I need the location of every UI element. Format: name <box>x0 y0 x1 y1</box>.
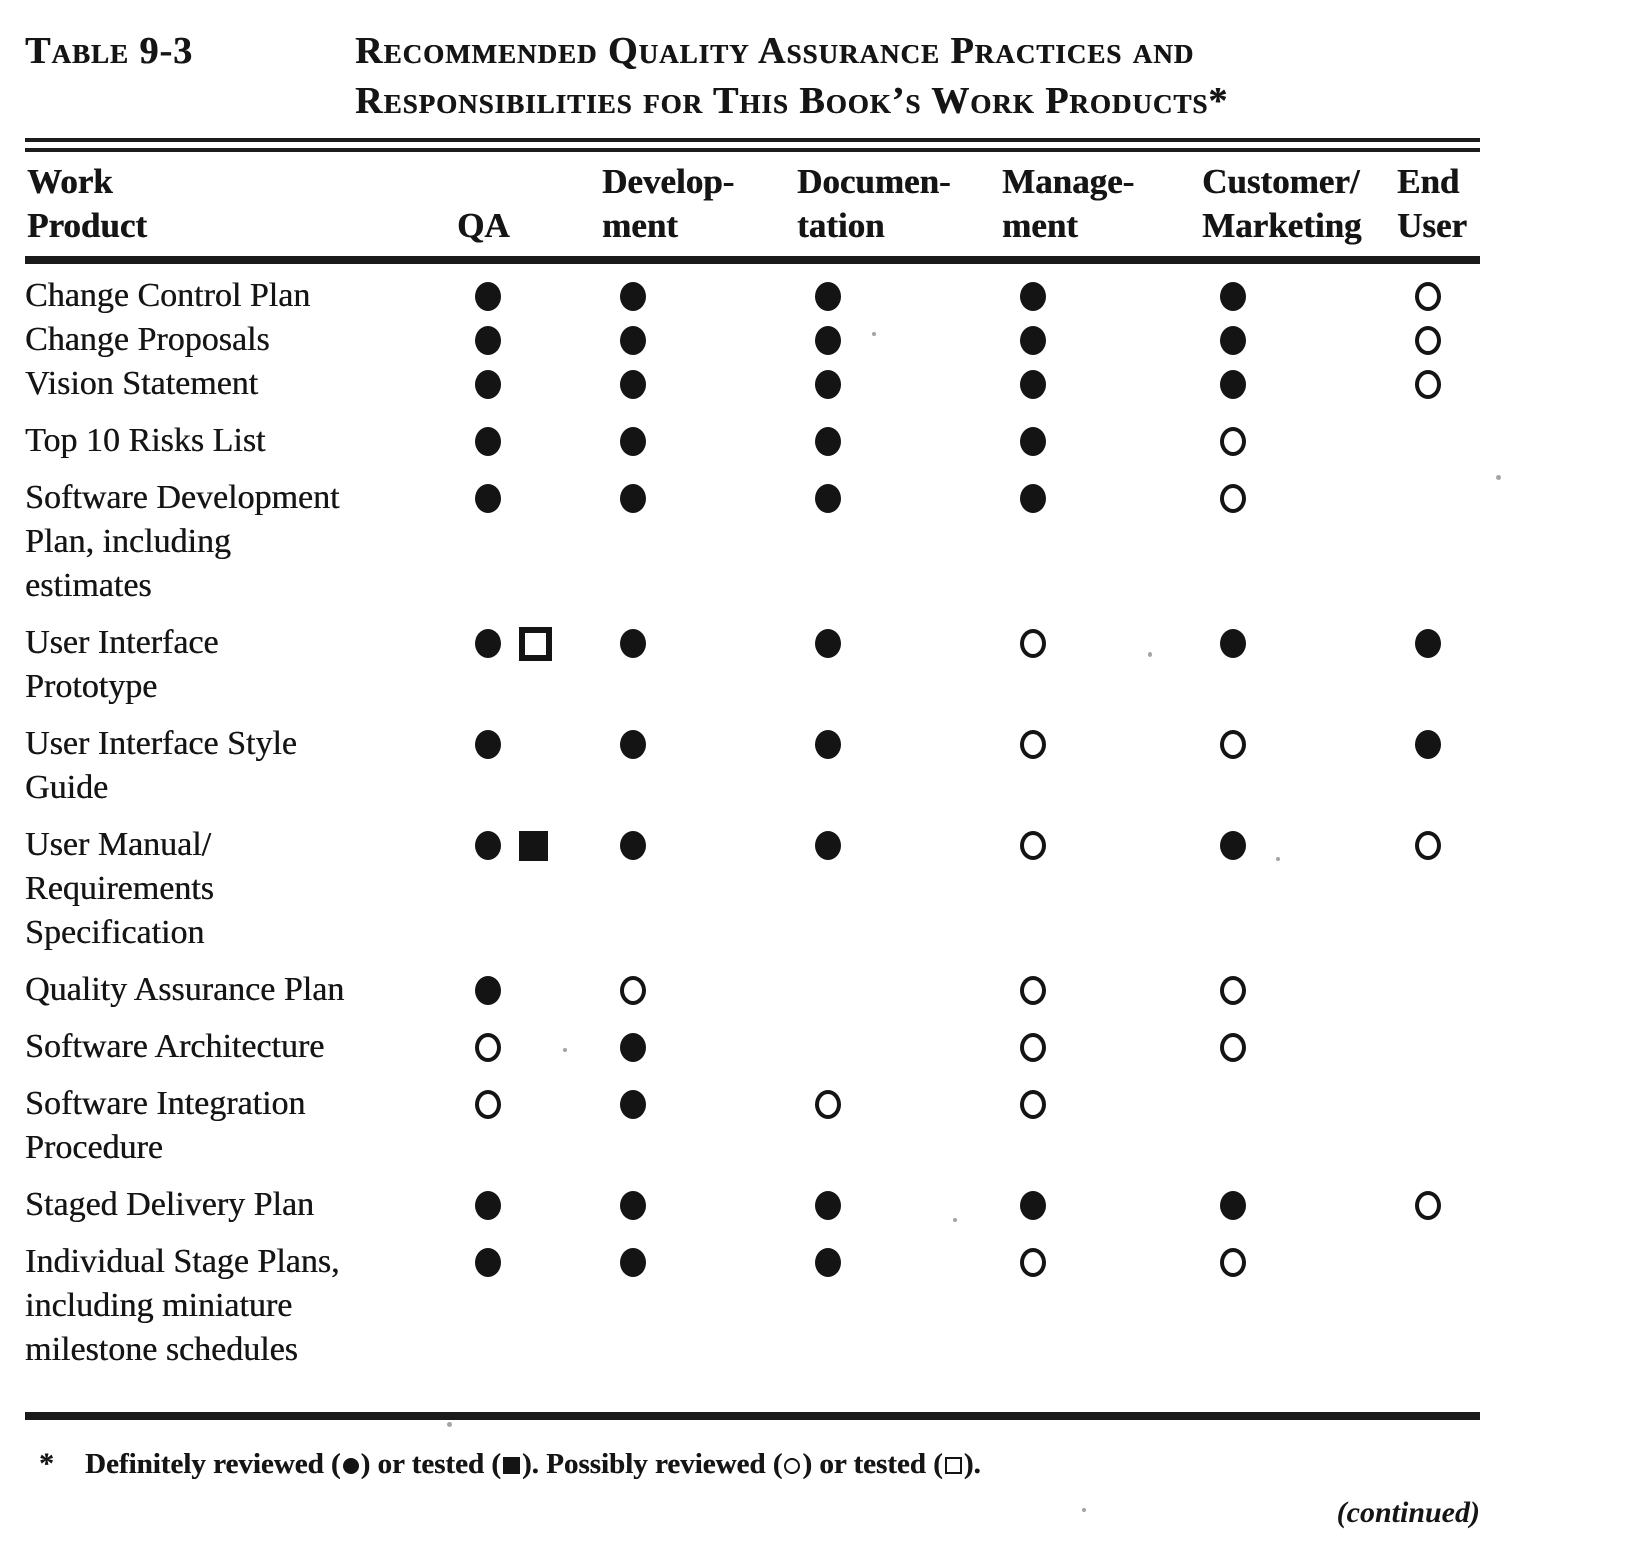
column-header-line: End <box>1397 162 1460 201</box>
table-caption <box>25 26 1480 126</box>
column-header-development <box>600 160 795 248</box>
column-header-end-user <box>1395 160 1480 248</box>
cell-qa <box>455 1082 600 1170</box>
possibly-reviewed-icon <box>1020 629 1046 658</box>
table-row <box>25 1183 1480 1227</box>
table-row <box>25 274 1480 318</box>
work-product-line: Requirements <box>25 870 214 907</box>
scan-speckle <box>1276 857 1280 861</box>
cell-end-user <box>1395 823 1480 955</box>
work-product-name <box>25 419 455 463</box>
possibly-reviewed-legend-icon <box>784 1458 800 1474</box>
column-header-line: Customer/ <box>1202 162 1360 201</box>
bottom-rule <box>25 1412 1480 1420</box>
footnote-text: Definitely reviewed ( ) or tested ( ). Possibly reviewed ( ) or tested ( ). <box>85 1448 981 1480</box>
cell-qa <box>455 1025 600 1069</box>
table-row <box>25 968 1480 1012</box>
scan-speckle <box>563 1048 567 1052</box>
cell-end-user <box>1395 318 1480 362</box>
definitely-reviewed-icon <box>620 282 646 311</box>
column-header-work-product <box>25 160 455 248</box>
definitely-reviewed-icon <box>1220 1191 1246 1220</box>
cell-management <box>1000 476 1200 608</box>
definitely-reviewed-icon <box>815 282 841 311</box>
cell-documentation <box>795 1240 1000 1372</box>
cell-end-user <box>1395 362 1480 406</box>
cell-documentation <box>795 362 1000 406</box>
work-product-line: User Interface Style <box>25 725 297 762</box>
column-header-line: ment <box>1002 206 1078 245</box>
possibly-reviewed-icon <box>1220 730 1246 759</box>
work-product-name <box>25 823 455 955</box>
cell-documentation <box>795 476 1000 608</box>
work-product-line: Procedure <box>25 1129 163 1166</box>
possibly-reviewed-icon <box>1220 484 1246 513</box>
work-product-line: Prototype <box>25 668 158 705</box>
work-product-name <box>25 362 455 406</box>
column-header-line: Product <box>27 206 147 245</box>
table-row <box>25 621 1480 709</box>
work-product-line: including miniature <box>25 1287 293 1324</box>
cell-documentation <box>795 1025 1000 1069</box>
header-row <box>25 152 1480 256</box>
possibly-reviewed-icon <box>475 1090 501 1119</box>
cell-customer-marketing <box>1200 318 1395 362</box>
work-product-name <box>25 621 455 709</box>
possibly-reviewed-icon <box>1220 1248 1246 1277</box>
cell-qa <box>455 1183 600 1227</box>
cell-end-user <box>1395 968 1480 1012</box>
cell-documentation <box>795 1082 1000 1170</box>
column-header-documentation <box>795 160 1000 248</box>
cell-customer-marketing <box>1200 362 1395 406</box>
definitely-reviewed-icon <box>620 326 646 355</box>
possibly-reviewed-icon <box>620 976 646 1005</box>
cell-management <box>1000 362 1200 406</box>
definitely-reviewed-icon <box>620 370 646 399</box>
definitely-reviewed-icon <box>475 730 501 759</box>
definitely-reviewed-icon <box>475 282 501 311</box>
work-product-line: Staged Delivery Plan <box>25 1186 314 1223</box>
cell-documentation <box>795 1183 1000 1227</box>
table-row <box>25 1240 1480 1372</box>
cell-end-user <box>1395 274 1480 318</box>
cell-development <box>600 722 795 810</box>
work-product-line: Guide <box>25 769 109 806</box>
work-product-line: Change Control Plan <box>25 277 311 314</box>
definitely-reviewed-icon <box>1220 282 1246 311</box>
work-product-line: Software Architecture <box>25 1028 325 1065</box>
cell-management <box>1000 274 1200 318</box>
possibly-reviewed-icon <box>1220 976 1246 1005</box>
column-header-customer-marketing <box>1200 160 1395 248</box>
work-product-line: User Manual/ <box>25 826 212 863</box>
possibly-reviewed-icon <box>1020 730 1046 759</box>
table-row <box>25 476 1480 608</box>
cell-management <box>1000 1183 1200 1227</box>
work-product-line: Specification <box>25 914 205 951</box>
definitely-reviewed-icon <box>815 427 841 456</box>
cell-end-user <box>1395 419 1480 463</box>
work-product-line: Software Development <box>25 479 340 516</box>
cell-management <box>1000 823 1200 955</box>
definitely-reviewed-icon <box>1220 326 1246 355</box>
cell-qa <box>455 722 600 810</box>
definitely-reviewed-icon <box>620 1090 646 1119</box>
definitely-reviewed-icon <box>1020 1191 1046 1220</box>
cell-customer-marketing <box>1200 1082 1395 1170</box>
definitely-reviewed-icon <box>1020 282 1046 311</box>
cell-customer-marketing <box>1200 274 1395 318</box>
column-header-management <box>1000 160 1200 248</box>
cell-customer-marketing <box>1200 722 1395 810</box>
definitely-reviewed-icon <box>815 730 841 759</box>
table-row <box>25 419 1480 463</box>
definitely-reviewed-icon <box>475 976 501 1005</box>
cell-management <box>1000 621 1200 709</box>
cell-end-user <box>1395 476 1480 608</box>
column-header-line: QA <box>457 206 510 245</box>
cell-management <box>1000 419 1200 463</box>
definitely-reviewed-icon <box>815 1191 841 1220</box>
possibly-reviewed-icon <box>815 1090 841 1119</box>
cell-development <box>600 1240 795 1372</box>
definitely-reviewed-icon <box>620 730 646 759</box>
work-product-line: Plan, including <box>25 523 231 560</box>
possibly-reviewed-icon <box>1020 976 1046 1005</box>
possibly-reviewed-icon <box>1020 831 1046 860</box>
work-product-name <box>25 1183 455 1227</box>
work-product-name <box>25 1240 455 1372</box>
cell-qa <box>455 318 600 362</box>
cell-customer-marketing <box>1200 1183 1395 1227</box>
cell-qa <box>455 968 600 1012</box>
cell-documentation <box>795 419 1000 463</box>
cell-development <box>600 1025 795 1069</box>
table-row <box>25 722 1480 810</box>
cell-end-user <box>1395 1025 1480 1069</box>
column-header-line: Documen- <box>797 162 951 201</box>
cell-development <box>600 1082 795 1170</box>
table-body <box>25 264 1480 1372</box>
definitely-reviewed-icon <box>1020 326 1046 355</box>
cell-end-user <box>1395 621 1480 709</box>
table-title <box>355 26 1480 126</box>
definitely-reviewed-icon <box>475 1191 501 1220</box>
definitely-reviewed-icon <box>620 831 646 860</box>
definitely-reviewed-icon <box>475 831 501 860</box>
definitely-reviewed-icon <box>1220 831 1246 860</box>
cell-customer-marketing <box>1200 476 1395 608</box>
cell-development <box>600 419 795 463</box>
definitely-tested-icon <box>519 831 548 861</box>
cell-development <box>600 476 795 608</box>
definitely-reviewed-icon <box>620 427 646 456</box>
work-product-name <box>25 722 455 810</box>
definitely-tested-legend-icon <box>503 1457 520 1474</box>
definitely-reviewed-icon <box>815 326 841 355</box>
possibly-tested-icon <box>519 627 552 661</box>
column-header-line: Work <box>27 162 113 201</box>
definitely-reviewed-icon <box>620 1248 646 1277</box>
table-row <box>25 823 1480 955</box>
table-title-line1: Recommended Quality Assurance Practices and <box>355 30 1195 72</box>
possibly-reviewed-icon <box>1020 1033 1046 1062</box>
cell-development <box>600 1183 795 1227</box>
cell-management <box>1000 318 1200 362</box>
cell-documentation <box>795 621 1000 709</box>
definitely-reviewed-icon <box>475 1248 501 1277</box>
cell-management <box>1000 722 1200 810</box>
possibly-reviewed-icon <box>1415 370 1441 399</box>
definitely-reviewed-icon <box>475 427 501 456</box>
cell-qa <box>455 476 600 608</box>
work-product-name <box>25 274 455 318</box>
cell-management <box>1000 968 1200 1012</box>
cell-qa <box>455 823 600 955</box>
table-row <box>25 1082 1480 1170</box>
table-row <box>25 318 1480 362</box>
work-product-line: User Interface <box>25 624 219 661</box>
definitely-reviewed-icon <box>1020 484 1046 513</box>
work-product-name <box>25 318 455 362</box>
work-product-line: Top 10 Risks List <box>25 422 266 459</box>
cell-management <box>1000 1240 1200 1372</box>
cell-customer-marketing <box>1200 419 1395 463</box>
work-product-line: Change Proposals <box>25 321 270 358</box>
column-header-line: ment <box>602 206 678 245</box>
work-product-line: Quality Assurance Plan <box>25 971 345 1008</box>
definitely-reviewed-icon <box>475 370 501 399</box>
column-header-line: Marketing <box>1202 206 1362 245</box>
possibly-reviewed-icon <box>475 1033 501 1062</box>
cell-management <box>1000 1025 1200 1069</box>
footnote-asterisk: * <box>39 1447 54 1480</box>
possibly-reviewed-icon <box>1220 1033 1246 1062</box>
work-product-name <box>25 968 455 1012</box>
possibly-reviewed-icon <box>1020 1248 1046 1277</box>
cell-development <box>600 621 795 709</box>
possibly-reviewed-icon <box>1415 1191 1441 1220</box>
cell-documentation <box>795 318 1000 362</box>
cell-documentation <box>795 823 1000 955</box>
definitely-reviewed-icon <box>620 484 646 513</box>
cell-documentation <box>795 968 1000 1012</box>
definitely-reviewed-icon <box>815 370 841 399</box>
possibly-reviewed-icon <box>1020 1090 1046 1119</box>
scan-speckle <box>1148 652 1152 657</box>
cell-end-user <box>1395 1183 1480 1227</box>
definitely-reviewed-icon <box>815 484 841 513</box>
cell-development <box>600 274 795 318</box>
scan-speckle <box>447 1422 452 1427</box>
column-header-line: Develop- <box>602 162 735 201</box>
cell-development <box>600 968 795 1012</box>
cell-end-user <box>1395 1240 1480 1372</box>
cell-development <box>600 823 795 955</box>
cell-customer-marketing <box>1200 1240 1395 1372</box>
cell-qa <box>455 362 600 406</box>
column-header-line: Manage- <box>1002 162 1135 201</box>
work-product-line: Vision Statement <box>25 365 259 402</box>
work-product-line: milestone schedules <box>25 1331 298 1368</box>
possibly-reviewed-icon <box>1220 427 1246 456</box>
table-number: Table 9-3 <box>25 30 194 72</box>
table-row <box>25 1025 1480 1069</box>
definitely-reviewed-icon <box>620 629 646 658</box>
cell-qa <box>455 1240 600 1372</box>
header-rule <box>25 256 1480 264</box>
cell-qa <box>455 621 600 709</box>
definitely-reviewed-icon <box>620 1191 646 1220</box>
definitely-reviewed-icon <box>475 484 501 513</box>
cell-development <box>600 318 795 362</box>
column-header-qa <box>455 160 600 248</box>
definitely-reviewed-icon <box>815 629 841 658</box>
possibly-reviewed-icon <box>1415 326 1441 355</box>
cell-end-user <box>1395 722 1480 810</box>
scan-speckle <box>1082 1508 1086 1512</box>
cell-end-user <box>1395 1082 1480 1170</box>
cell-customer-marketing <box>1200 823 1395 955</box>
definitely-reviewed-icon <box>1220 370 1246 399</box>
work-product-line: estimates <box>25 567 152 604</box>
work-product-name <box>25 1025 455 1069</box>
table-title-line2: Responsibilities for This Book’s Work Products* <box>355 80 1229 122</box>
cell-documentation <box>795 274 1000 318</box>
column-header-line: tation <box>797 206 885 245</box>
cell-customer-marketing <box>1200 968 1395 1012</box>
definitely-reviewed-icon <box>815 831 841 860</box>
definitely-reviewed-icon <box>1020 370 1046 399</box>
scan-speckle <box>1496 475 1501 480</box>
definitely-reviewed-icon <box>475 629 501 658</box>
work-product-line: Software Integration <box>25 1085 306 1122</box>
definitely-reviewed-icon <box>1415 629 1441 658</box>
cell-qa <box>455 274 600 318</box>
work-product-name <box>25 1082 455 1170</box>
definitely-reviewed-icon <box>815 1248 841 1277</box>
definitely-reviewed-icon <box>475 326 501 355</box>
cell-development <box>600 362 795 406</box>
definitely-reviewed-icon <box>1415 730 1441 759</box>
possibly-reviewed-icon <box>1415 831 1441 860</box>
work-product-name <box>25 476 455 608</box>
scan-speckle <box>872 332 876 336</box>
cell-management <box>1000 1082 1200 1170</box>
possibly-reviewed-icon <box>1415 282 1441 311</box>
table-row <box>25 362 1480 406</box>
continued-label: (continued) <box>1336 1496 1480 1529</box>
column-header-line: User <box>1397 206 1467 245</box>
top-double-rule <box>25 138 1480 152</box>
cell-documentation <box>795 722 1000 810</box>
cell-customer-marketing <box>1200 1025 1395 1069</box>
scan-speckle <box>953 1218 957 1222</box>
possibly-tested-legend-icon <box>945 1457 962 1474</box>
cell-customer-marketing <box>1200 621 1395 709</box>
work-product-line: Individual Stage Plans, <box>25 1243 340 1280</box>
footnote <box>25 1444 1480 1484</box>
definitely-reviewed-icon <box>1020 427 1046 456</box>
definitely-reviewed-legend-icon <box>343 1458 359 1474</box>
cell-qa <box>455 419 600 463</box>
definitely-reviewed-icon <box>1220 629 1246 658</box>
definitely-reviewed-icon <box>620 1033 646 1062</box>
